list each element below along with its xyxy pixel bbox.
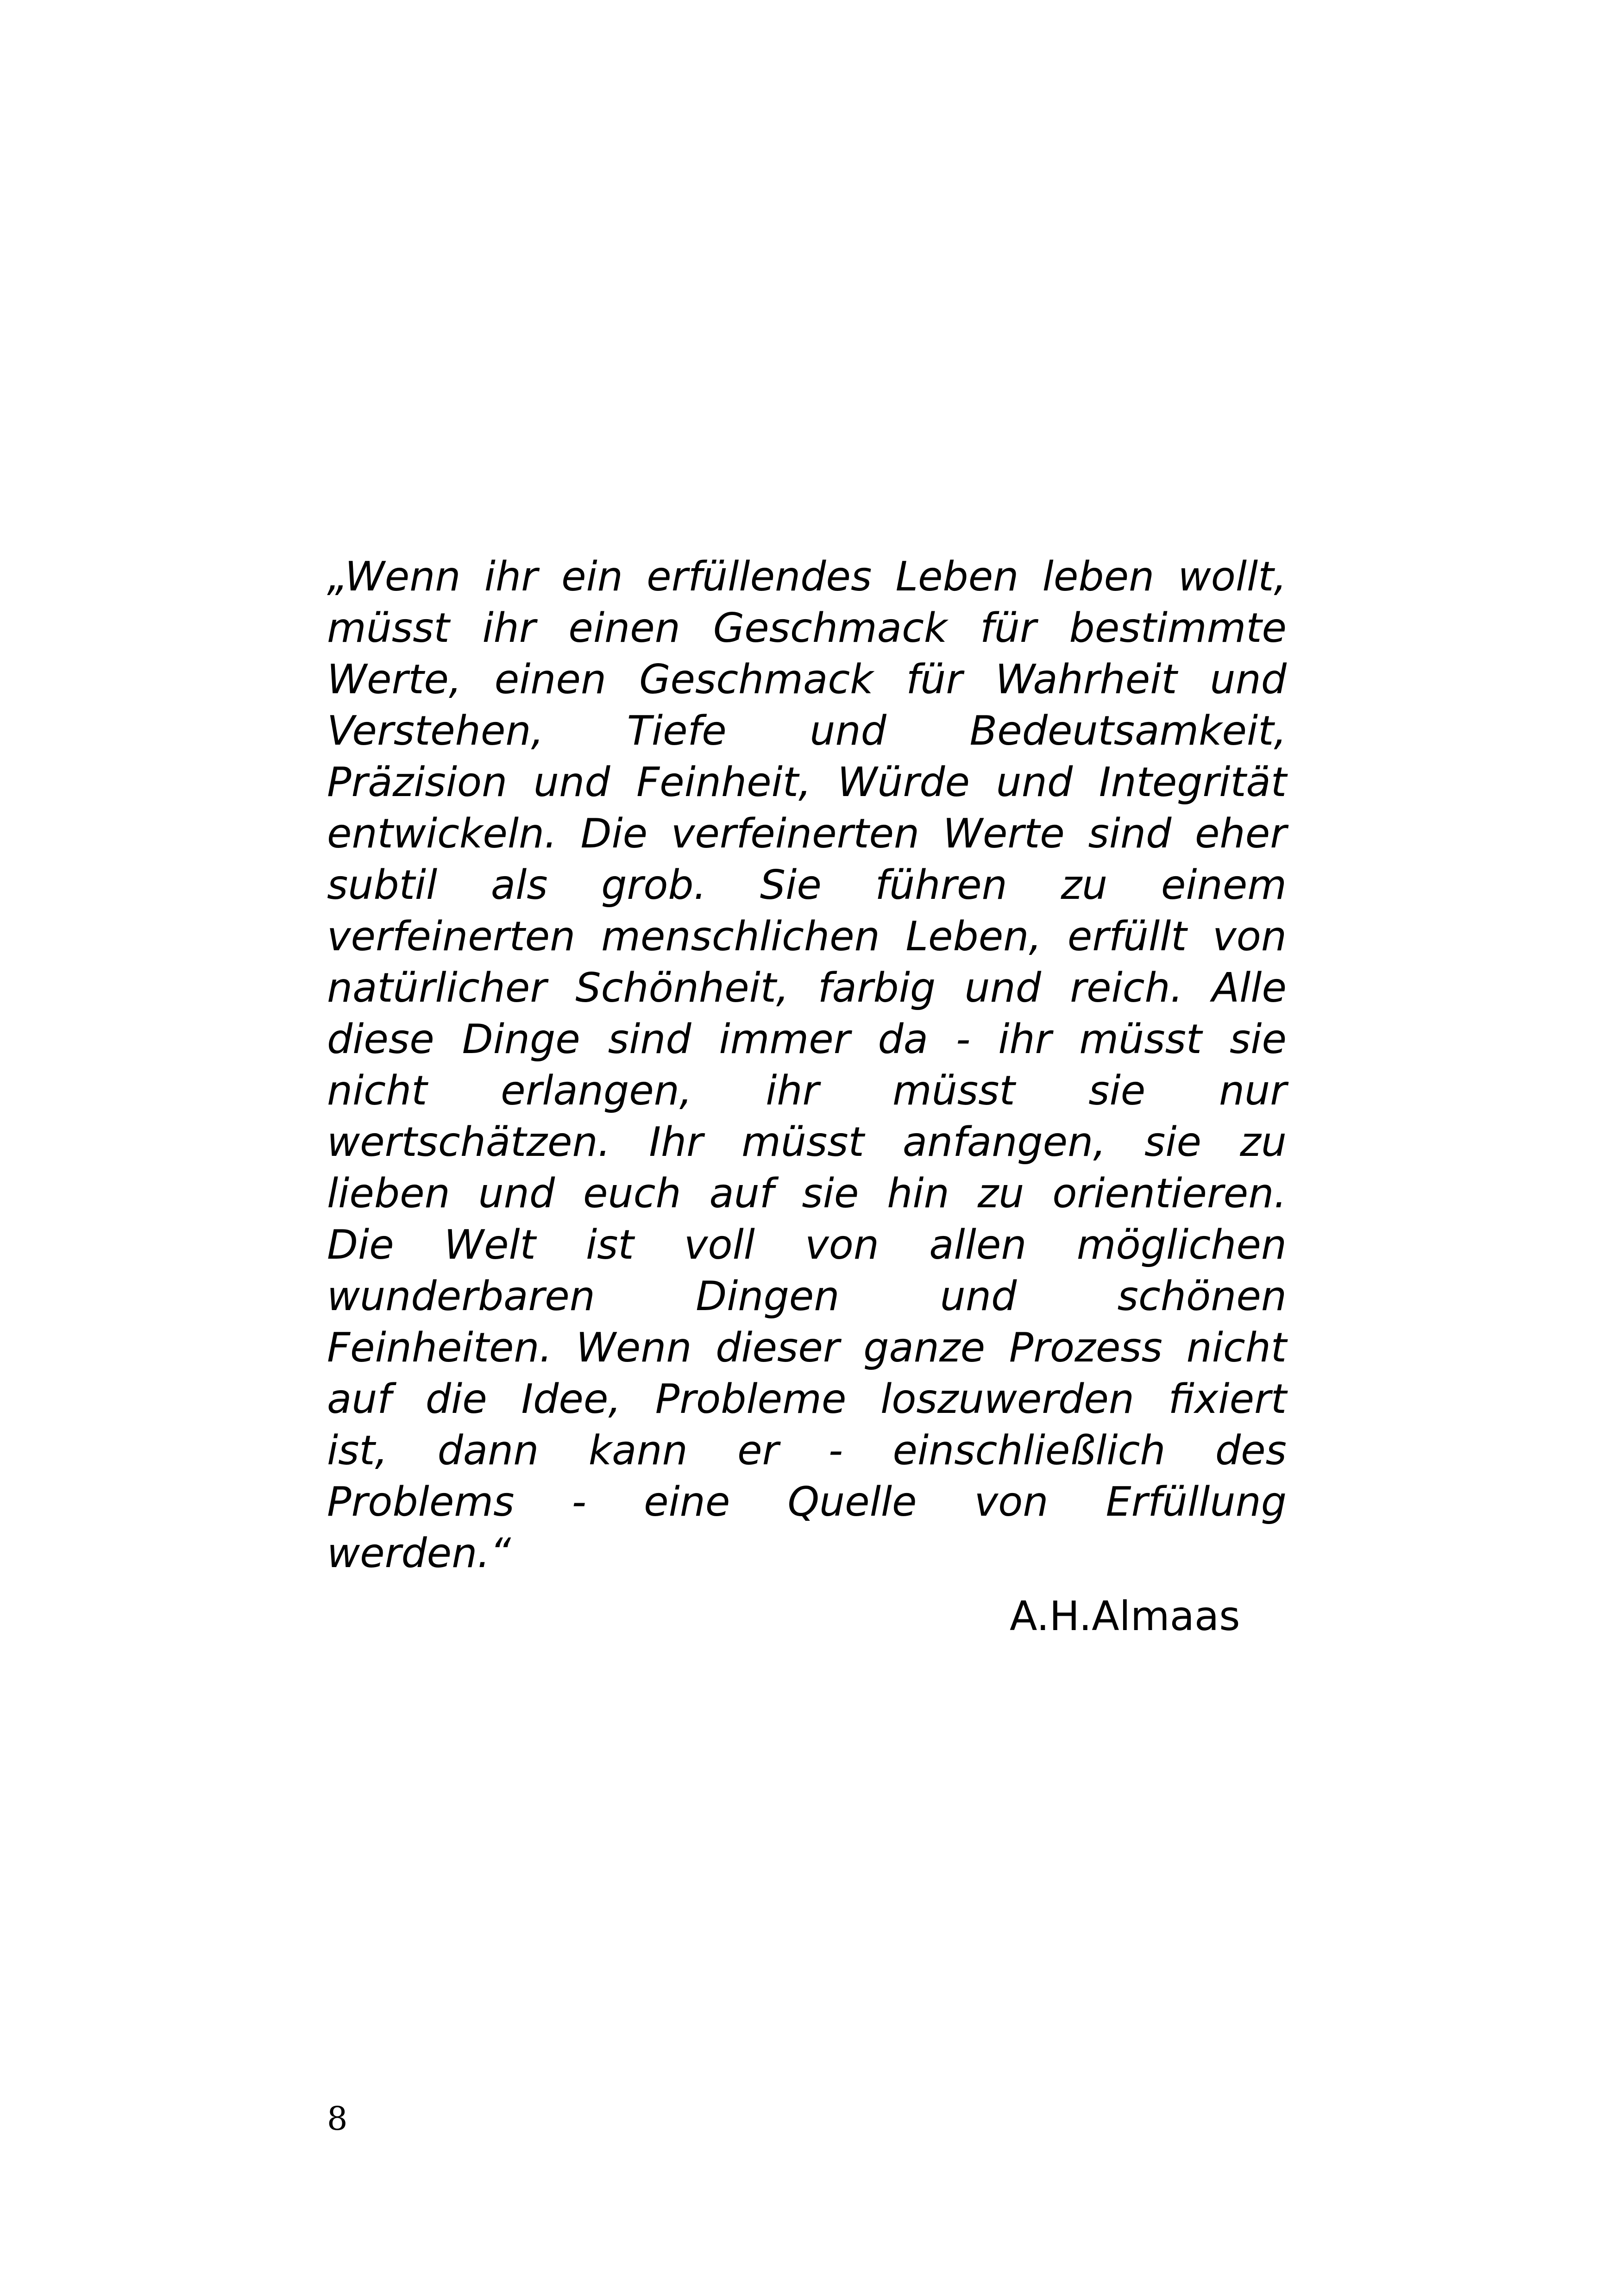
quote-line: nicht erlangen, ihr müsst sie nur	[327, 1067, 1287, 1114]
quote-line: Feinheiten. Wenn dieser ganze Prozess nicht	[327, 1324, 1287, 1371]
quote-block	[327, 551, 1287, 1579]
quote-line: Verstehen, Tiefe und Bedeutsamkeit,	[327, 707, 1287, 754]
page-number: 8	[327, 2100, 348, 2138]
quote-line-last: werden.“	[327, 1530, 511, 1577]
quote-line: wunderbaren Dingen und schönen	[327, 1273, 1287, 1320]
quote-line: müsst ihr einen Geschmack für bestimmte	[327, 604, 1287, 652]
quote-line: Werte, einen Geschmack für Wahrheit und	[327, 656, 1287, 703]
quote-line: entwickeln. Die verfeinerten Werte sind eher	[327, 810, 1287, 857]
quote-line: „Wenn ihr ein erfüllendes Leben leben wollt,	[327, 553, 1287, 600]
quote-line: natürlicher Schönheit, farbig und reich. Alle	[327, 964, 1287, 1011]
quote-line: Die Welt ist voll von allen möglichen	[327, 1221, 1287, 1268]
quote-line: subtil als grob. Sie führen zu einem	[327, 861, 1287, 909]
quote-line: diese Dinge sind immer da - ihr müsst sie	[327, 1016, 1287, 1063]
quote-line: lieben und euch auf sie hin zu orientieren.	[327, 1170, 1287, 1217]
quote-line: verfeinerten menschlichen Leben, erfüllt von	[327, 913, 1287, 960]
quote-line: Präzision und Feinheit, Würde und Integrität	[327, 759, 1287, 806]
quote-author: A.H.Almaas	[1010, 1593, 1240, 1640]
quote-line: ist, dann kann er - einschließlich des	[327, 1427, 1287, 1474]
quote-line: Problems - eine Quelle von Erfüllung	[327, 1478, 1287, 1525]
quote-line: auf die Idee, Probleme loszuwerden fixiert	[327, 1375, 1287, 1423]
quote-line: wertschätzen. Ihr müsst anfangen, sie zu	[327, 1118, 1287, 1166]
